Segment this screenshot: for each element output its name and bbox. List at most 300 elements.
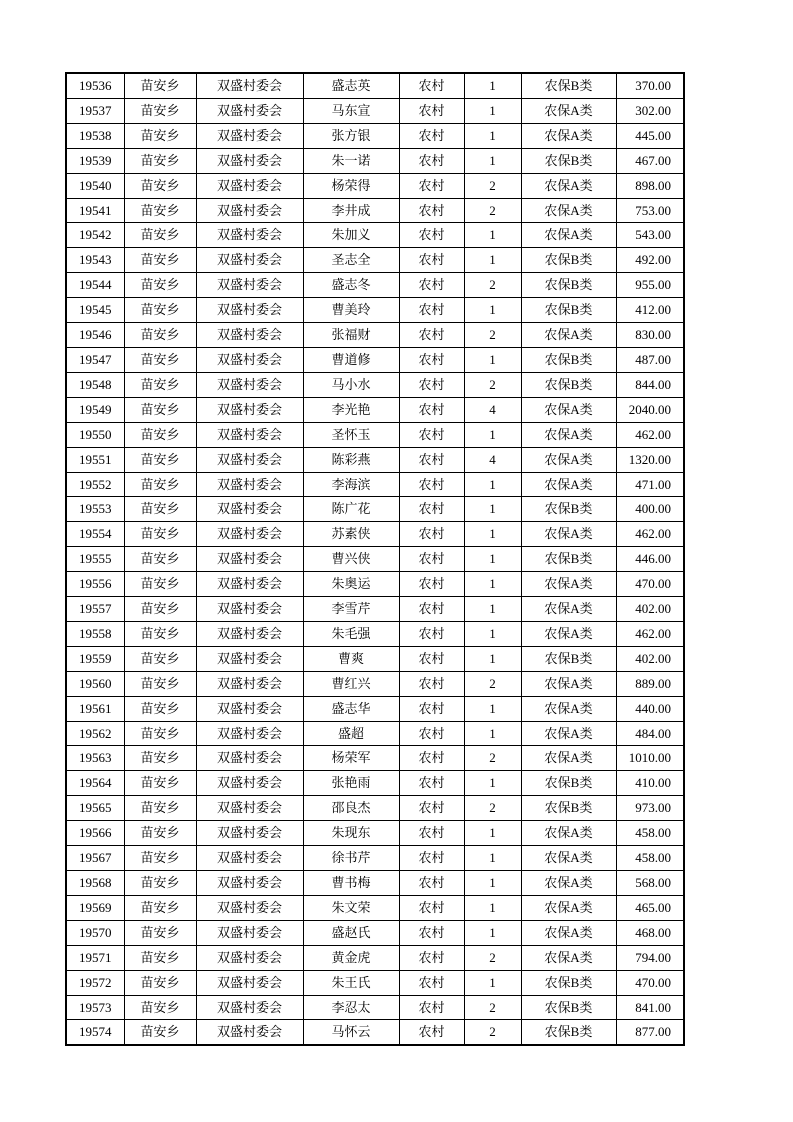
cell-serial-number: 19546 bbox=[66, 323, 124, 348]
cell-township: 苗安乡 bbox=[124, 397, 196, 422]
cell-serial-number: 19574 bbox=[66, 1020, 124, 1045]
cell-person-name: 陈广花 bbox=[303, 497, 399, 522]
cell-insurance-type: 农保A类 bbox=[521, 472, 616, 497]
cell-person-count: 1 bbox=[464, 422, 521, 447]
cell-person-count: 1 bbox=[464, 696, 521, 721]
cell-serial-number: 19558 bbox=[66, 621, 124, 646]
cell-person-count: 1 bbox=[464, 248, 521, 273]
cell-serial-number: 19556 bbox=[66, 572, 124, 597]
cell-village-committee: 双盛村委会 bbox=[196, 248, 303, 273]
cell-person-name: 张方银 bbox=[303, 123, 399, 148]
cell-category: 农村 bbox=[399, 248, 464, 273]
cell-township: 苗安乡 bbox=[124, 746, 196, 771]
cell-category: 农村 bbox=[399, 572, 464, 597]
table-row bbox=[66, 597, 684, 622]
table-row bbox=[66, 821, 684, 846]
cell-amount: 470.00 bbox=[616, 970, 684, 995]
cell-category: 农村 bbox=[399, 223, 464, 248]
cell-person-count: 1 bbox=[464, 148, 521, 173]
cell-person-count: 1 bbox=[464, 123, 521, 148]
cell-insurance-type: 农保B类 bbox=[521, 298, 616, 323]
cell-village-committee: 双盛村委会 bbox=[196, 547, 303, 572]
cell-person-count: 1 bbox=[464, 98, 521, 123]
table-row bbox=[66, 73, 684, 98]
cell-amount: 462.00 bbox=[616, 522, 684, 547]
cell-category: 农村 bbox=[399, 920, 464, 945]
cell-village-committee: 双盛村委会 bbox=[196, 945, 303, 970]
cell-serial-number: 19540 bbox=[66, 173, 124, 198]
cell-person-name: 盛超 bbox=[303, 721, 399, 746]
cell-insurance-type: 农保A类 bbox=[521, 846, 616, 871]
table-row bbox=[66, 273, 684, 298]
cell-serial-number: 19564 bbox=[66, 771, 124, 796]
cell-serial-number: 19545 bbox=[66, 298, 124, 323]
cell-serial-number: 19573 bbox=[66, 995, 124, 1020]
cell-serial-number: 19537 bbox=[66, 98, 124, 123]
cell-person-name: 朱奥运 bbox=[303, 572, 399, 597]
cell-insurance-type: 农保A类 bbox=[521, 945, 616, 970]
cell-village-committee: 双盛村委会 bbox=[196, 721, 303, 746]
cell-amount: 446.00 bbox=[616, 547, 684, 572]
cell-person-name: 黄金虎 bbox=[303, 945, 399, 970]
cell-category: 农村 bbox=[399, 696, 464, 721]
cell-person-count: 2 bbox=[464, 273, 521, 298]
cell-category: 农村 bbox=[399, 522, 464, 547]
cell-person-name: 朱文荣 bbox=[303, 895, 399, 920]
cell-village-committee: 双盛村委会 bbox=[196, 422, 303, 447]
cell-category: 农村 bbox=[399, 671, 464, 696]
cell-village-committee: 双盛村委会 bbox=[196, 98, 303, 123]
cell-village-committee: 双盛村委会 bbox=[196, 223, 303, 248]
cell-township: 苗安乡 bbox=[124, 447, 196, 472]
cell-person-count: 2 bbox=[464, 198, 521, 223]
cell-category: 农村 bbox=[399, 547, 464, 572]
cell-insurance-type: 农保B类 bbox=[521, 771, 616, 796]
cell-serial-number: 19549 bbox=[66, 397, 124, 422]
table-row bbox=[66, 796, 684, 821]
cell-person-count: 1 bbox=[464, 920, 521, 945]
cell-insurance-type: 农保B类 bbox=[521, 970, 616, 995]
cell-township: 苗安乡 bbox=[124, 422, 196, 447]
cell-person-count: 1 bbox=[464, 298, 521, 323]
cell-category: 农村 bbox=[399, 871, 464, 896]
cell-person-name: 马东宣 bbox=[303, 98, 399, 123]
cell-person-count: 1 bbox=[464, 646, 521, 671]
table-row bbox=[66, 572, 684, 597]
cell-township: 苗安乡 bbox=[124, 497, 196, 522]
cell-person-count: 1 bbox=[464, 547, 521, 572]
cell-category: 农村 bbox=[399, 422, 464, 447]
cell-insurance-type: 农保A类 bbox=[521, 597, 616, 622]
cell-category: 农村 bbox=[399, 447, 464, 472]
cell-village-committee: 双盛村委会 bbox=[196, 397, 303, 422]
cell-person-name: 邵良杰 bbox=[303, 796, 399, 821]
cell-person-count: 2 bbox=[464, 995, 521, 1020]
cell-person-count: 2 bbox=[464, 323, 521, 348]
cell-township: 苗安乡 bbox=[124, 945, 196, 970]
cell-serial-number: 19570 bbox=[66, 920, 124, 945]
cell-insurance-type: 农保A类 bbox=[521, 422, 616, 447]
cell-person-name: 曹美玲 bbox=[303, 298, 399, 323]
cell-person-name: 曹红兴 bbox=[303, 671, 399, 696]
cell-amount: 462.00 bbox=[616, 621, 684, 646]
cell-amount: 370.00 bbox=[616, 73, 684, 98]
cell-category: 农村 bbox=[399, 73, 464, 98]
cell-person-count: 1 bbox=[464, 721, 521, 746]
cell-serial-number: 19548 bbox=[66, 372, 124, 397]
table-row bbox=[66, 372, 684, 397]
cell-person-count: 1 bbox=[464, 771, 521, 796]
cell-village-committee: 双盛村委会 bbox=[196, 970, 303, 995]
cell-person-count: 1 bbox=[464, 846, 521, 871]
cell-insurance-type: 农保A类 bbox=[521, 721, 616, 746]
cell-township: 苗安乡 bbox=[124, 347, 196, 372]
cell-insurance-type: 农保B类 bbox=[521, 547, 616, 572]
cell-township: 苗安乡 bbox=[124, 721, 196, 746]
table-row bbox=[66, 621, 684, 646]
cell-category: 农村 bbox=[399, 1020, 464, 1045]
cell-person-count: 4 bbox=[464, 397, 521, 422]
cell-insurance-type: 农保A类 bbox=[521, 323, 616, 348]
cell-person-name: 盛志英 bbox=[303, 73, 399, 98]
cell-township: 苗安乡 bbox=[124, 148, 196, 173]
cell-insurance-type: 农保B类 bbox=[521, 796, 616, 821]
cell-serial-number: 19553 bbox=[66, 497, 124, 522]
table-body bbox=[66, 73, 684, 1045]
cell-person-name: 苏素侠 bbox=[303, 522, 399, 547]
cell-township: 苗安乡 bbox=[124, 248, 196, 273]
cell-township: 苗安乡 bbox=[124, 173, 196, 198]
cell-village-committee: 双盛村委会 bbox=[196, 572, 303, 597]
table-row bbox=[66, 746, 684, 771]
cell-person-count: 4 bbox=[464, 447, 521, 472]
cell-insurance-type: 农保A类 bbox=[521, 671, 616, 696]
cell-amount: 794.00 bbox=[616, 945, 684, 970]
cell-serial-number: 19551 bbox=[66, 447, 124, 472]
cell-serial-number: 19567 bbox=[66, 846, 124, 871]
cell-insurance-type: 农保A类 bbox=[521, 572, 616, 597]
table-row bbox=[66, 995, 684, 1020]
cell-person-name: 曹兴侠 bbox=[303, 547, 399, 572]
cell-amount: 973.00 bbox=[616, 796, 684, 821]
cell-serial-number: 19571 bbox=[66, 945, 124, 970]
cell-township: 苗安乡 bbox=[124, 771, 196, 796]
cell-insurance-type: 农保B类 bbox=[521, 148, 616, 173]
subsidy-roster-table bbox=[65, 72, 685, 1046]
cell-village-committee: 双盛村委会 bbox=[196, 372, 303, 397]
cell-township: 苗安乡 bbox=[124, 920, 196, 945]
cell-category: 农村 bbox=[399, 347, 464, 372]
cell-amount: 462.00 bbox=[616, 422, 684, 447]
cell-person-name: 盛志冬 bbox=[303, 273, 399, 298]
cell-village-committee: 双盛村委会 bbox=[196, 846, 303, 871]
cell-serial-number: 19554 bbox=[66, 522, 124, 547]
cell-village-committee: 双盛村委会 bbox=[196, 995, 303, 1020]
cell-township: 苗安乡 bbox=[124, 522, 196, 547]
cell-amount: 830.00 bbox=[616, 323, 684, 348]
cell-person-count: 1 bbox=[464, 572, 521, 597]
cell-insurance-type: 农保A类 bbox=[521, 223, 616, 248]
table-row bbox=[66, 547, 684, 572]
cell-person-count: 2 bbox=[464, 173, 521, 198]
cell-person-name: 李光艳 bbox=[303, 397, 399, 422]
cell-amount: 465.00 bbox=[616, 895, 684, 920]
cell-township: 苗安乡 bbox=[124, 871, 196, 896]
cell-category: 农村 bbox=[399, 771, 464, 796]
cell-village-committee: 双盛村委会 bbox=[196, 522, 303, 547]
cell-township: 苗安乡 bbox=[124, 547, 196, 572]
cell-serial-number: 19560 bbox=[66, 671, 124, 696]
cell-person-count: 2 bbox=[464, 671, 521, 696]
cell-person-name: 马怀云 bbox=[303, 1020, 399, 1045]
table-row bbox=[66, 945, 684, 970]
cell-person-count: 1 bbox=[464, 223, 521, 248]
cell-insurance-type: 农保B类 bbox=[521, 1020, 616, 1045]
cell-category: 农村 bbox=[399, 746, 464, 771]
table-row bbox=[66, 148, 684, 173]
cell-category: 农村 bbox=[399, 721, 464, 746]
cell-serial-number: 19541 bbox=[66, 198, 124, 223]
table-row bbox=[66, 497, 684, 522]
cell-amount: 543.00 bbox=[616, 223, 684, 248]
cell-insurance-type: 农保B类 bbox=[521, 497, 616, 522]
cell-village-committee: 双盛村委会 bbox=[196, 1020, 303, 1045]
cell-person-count: 2 bbox=[464, 746, 521, 771]
cell-category: 农村 bbox=[399, 323, 464, 348]
cell-township: 苗安乡 bbox=[124, 323, 196, 348]
cell-category: 农村 bbox=[399, 821, 464, 846]
cell-category: 农村 bbox=[399, 397, 464, 422]
cell-village-committee: 双盛村委会 bbox=[196, 198, 303, 223]
table-row bbox=[66, 347, 684, 372]
cell-person-count: 1 bbox=[464, 472, 521, 497]
cell-township: 苗安乡 bbox=[124, 895, 196, 920]
cell-insurance-type: 农保A类 bbox=[521, 621, 616, 646]
table-row bbox=[66, 970, 684, 995]
cell-serial-number: 19572 bbox=[66, 970, 124, 995]
cell-person-count: 1 bbox=[464, 895, 521, 920]
cell-insurance-type: 农保A类 bbox=[521, 746, 616, 771]
table-row bbox=[66, 871, 684, 896]
cell-insurance-type: 农保A类 bbox=[521, 522, 616, 547]
cell-serial-number: 19552 bbox=[66, 472, 124, 497]
cell-village-committee: 双盛村委会 bbox=[196, 472, 303, 497]
cell-person-name: 杨荣军 bbox=[303, 746, 399, 771]
cell-person-name: 李雪芹 bbox=[303, 597, 399, 622]
cell-amount: 468.00 bbox=[616, 920, 684, 945]
cell-township: 苗安乡 bbox=[124, 846, 196, 871]
cell-person-name: 盛志华 bbox=[303, 696, 399, 721]
cell-category: 农村 bbox=[399, 98, 464, 123]
cell-village-committee: 双盛村委会 bbox=[196, 696, 303, 721]
cell-person-name: 曹爽 bbox=[303, 646, 399, 671]
cell-category: 农村 bbox=[399, 173, 464, 198]
cell-amount: 841.00 bbox=[616, 995, 684, 1020]
cell-person-name: 曹道修 bbox=[303, 347, 399, 372]
cell-insurance-type: 农保B类 bbox=[521, 372, 616, 397]
table-row bbox=[66, 248, 684, 273]
cell-township: 苗安乡 bbox=[124, 696, 196, 721]
cell-person-name: 杨荣得 bbox=[303, 173, 399, 198]
cell-amount: 1010.00 bbox=[616, 746, 684, 771]
cell-amount: 458.00 bbox=[616, 846, 684, 871]
cell-insurance-type: 农保A类 bbox=[521, 397, 616, 422]
cell-village-committee: 双盛村委会 bbox=[196, 323, 303, 348]
cell-village-committee: 双盛村委会 bbox=[196, 123, 303, 148]
cell-category: 农村 bbox=[399, 198, 464, 223]
cell-category: 农村 bbox=[399, 497, 464, 522]
cell-village-committee: 双盛村委会 bbox=[196, 273, 303, 298]
cell-category: 农村 bbox=[399, 646, 464, 671]
cell-township: 苗安乡 bbox=[124, 223, 196, 248]
table-row bbox=[66, 198, 684, 223]
cell-category: 农村 bbox=[399, 846, 464, 871]
cell-category: 农村 bbox=[399, 895, 464, 920]
cell-amount: 877.00 bbox=[616, 1020, 684, 1045]
cell-person-name: 曹书梅 bbox=[303, 871, 399, 896]
cell-serial-number: 19543 bbox=[66, 248, 124, 273]
cell-serial-number: 19561 bbox=[66, 696, 124, 721]
cell-serial-number: 19547 bbox=[66, 347, 124, 372]
cell-township: 苗安乡 bbox=[124, 472, 196, 497]
cell-amount: 889.00 bbox=[616, 671, 684, 696]
cell-village-committee: 双盛村委会 bbox=[196, 173, 303, 198]
cell-village-committee: 双盛村委会 bbox=[196, 895, 303, 920]
cell-serial-number: 19542 bbox=[66, 223, 124, 248]
cell-village-committee: 双盛村委会 bbox=[196, 821, 303, 846]
cell-village-committee: 双盛村委会 bbox=[196, 796, 303, 821]
cell-village-committee: 双盛村委会 bbox=[196, 920, 303, 945]
cell-insurance-type: 农保A类 bbox=[521, 447, 616, 472]
cell-amount: 471.00 bbox=[616, 472, 684, 497]
cell-amount: 445.00 bbox=[616, 123, 684, 148]
cell-person-count: 1 bbox=[464, 73, 521, 98]
cell-person-name: 马小水 bbox=[303, 372, 399, 397]
cell-person-name: 朱毛强 bbox=[303, 621, 399, 646]
cell-township: 苗安乡 bbox=[124, 572, 196, 597]
cell-amount: 402.00 bbox=[616, 646, 684, 671]
table-row bbox=[66, 771, 684, 796]
table-row bbox=[66, 646, 684, 671]
cell-category: 农村 bbox=[399, 123, 464, 148]
cell-township: 苗安乡 bbox=[124, 821, 196, 846]
cell-insurance-type: 农保B类 bbox=[521, 248, 616, 273]
cell-person-name: 朱加义 bbox=[303, 223, 399, 248]
cell-serial-number: 19562 bbox=[66, 721, 124, 746]
cell-category: 农村 bbox=[399, 597, 464, 622]
cell-person-count: 1 bbox=[464, 597, 521, 622]
cell-amount: 302.00 bbox=[616, 98, 684, 123]
cell-serial-number: 19538 bbox=[66, 123, 124, 148]
cell-village-committee: 双盛村委会 bbox=[196, 646, 303, 671]
cell-amount: 898.00 bbox=[616, 173, 684, 198]
table-row bbox=[66, 123, 684, 148]
table-row bbox=[66, 895, 684, 920]
cell-person-count: 2 bbox=[464, 945, 521, 970]
cell-village-committee: 双盛村委会 bbox=[196, 871, 303, 896]
cell-insurance-type: 农保B类 bbox=[521, 73, 616, 98]
cell-amount: 568.00 bbox=[616, 871, 684, 896]
cell-village-committee: 双盛村委会 bbox=[196, 447, 303, 472]
cell-village-committee: 双盛村委会 bbox=[196, 671, 303, 696]
cell-amount: 402.00 bbox=[616, 597, 684, 622]
table-row bbox=[66, 696, 684, 721]
cell-township: 苗安乡 bbox=[124, 621, 196, 646]
cell-serial-number: 19557 bbox=[66, 597, 124, 622]
cell-amount: 400.00 bbox=[616, 497, 684, 522]
cell-person-count: 1 bbox=[464, 522, 521, 547]
cell-village-committee: 双盛村委会 bbox=[196, 347, 303, 372]
cell-person-name: 李井成 bbox=[303, 198, 399, 223]
table-row bbox=[66, 472, 684, 497]
cell-amount: 484.00 bbox=[616, 721, 684, 746]
cell-serial-number: 19569 bbox=[66, 895, 124, 920]
cell-insurance-type: 农保A类 bbox=[521, 920, 616, 945]
cell-village-committee: 双盛村委会 bbox=[196, 746, 303, 771]
cell-category: 农村 bbox=[399, 995, 464, 1020]
cell-person-name: 朱王氏 bbox=[303, 970, 399, 995]
cell-person-name: 盛赵氏 bbox=[303, 920, 399, 945]
cell-amount: 458.00 bbox=[616, 821, 684, 846]
cell-township: 苗安乡 bbox=[124, 671, 196, 696]
cell-township: 苗安乡 bbox=[124, 98, 196, 123]
cell-amount: 412.00 bbox=[616, 298, 684, 323]
cell-serial-number: 19559 bbox=[66, 646, 124, 671]
cell-insurance-type: 农保A类 bbox=[521, 696, 616, 721]
cell-category: 农村 bbox=[399, 621, 464, 646]
table-row bbox=[66, 323, 684, 348]
cell-serial-number: 19550 bbox=[66, 422, 124, 447]
table-row bbox=[66, 671, 684, 696]
cell-insurance-type: 农保A类 bbox=[521, 895, 616, 920]
cell-category: 农村 bbox=[399, 472, 464, 497]
cell-township: 苗安乡 bbox=[124, 1020, 196, 1045]
cell-person-count: 1 bbox=[464, 871, 521, 896]
cell-township: 苗安乡 bbox=[124, 73, 196, 98]
cell-category: 农村 bbox=[399, 273, 464, 298]
table-row bbox=[66, 223, 684, 248]
cell-person-count: 2 bbox=[464, 796, 521, 821]
cell-serial-number: 19566 bbox=[66, 821, 124, 846]
cell-village-committee: 双盛村委会 bbox=[196, 73, 303, 98]
cell-village-committee: 双盛村委会 bbox=[196, 597, 303, 622]
cell-serial-number: 19563 bbox=[66, 746, 124, 771]
cell-insurance-type: 农保B类 bbox=[521, 347, 616, 372]
table-row bbox=[66, 846, 684, 871]
table-row bbox=[66, 522, 684, 547]
cell-person-name: 张福财 bbox=[303, 323, 399, 348]
cell-serial-number: 19544 bbox=[66, 273, 124, 298]
cell-category: 农村 bbox=[399, 945, 464, 970]
cell-insurance-type: 农保A类 bbox=[521, 173, 616, 198]
cell-insurance-type: 农保A类 bbox=[521, 871, 616, 896]
cell-amount: 955.00 bbox=[616, 273, 684, 298]
cell-amount: 440.00 bbox=[616, 696, 684, 721]
cell-person-name: 圣怀玉 bbox=[303, 422, 399, 447]
cell-category: 农村 bbox=[399, 298, 464, 323]
table-row bbox=[66, 98, 684, 123]
cell-village-committee: 双盛村委会 bbox=[196, 497, 303, 522]
table-row bbox=[66, 447, 684, 472]
table-row bbox=[66, 422, 684, 447]
cell-person-count: 1 bbox=[464, 970, 521, 995]
cell-village-committee: 双盛村委会 bbox=[196, 771, 303, 796]
cell-amount: 1320.00 bbox=[616, 447, 684, 472]
cell-insurance-type: 农保A类 bbox=[521, 198, 616, 223]
cell-amount: 753.00 bbox=[616, 198, 684, 223]
cell-township: 苗安乡 bbox=[124, 198, 196, 223]
cell-village-committee: 双盛村委会 bbox=[196, 621, 303, 646]
